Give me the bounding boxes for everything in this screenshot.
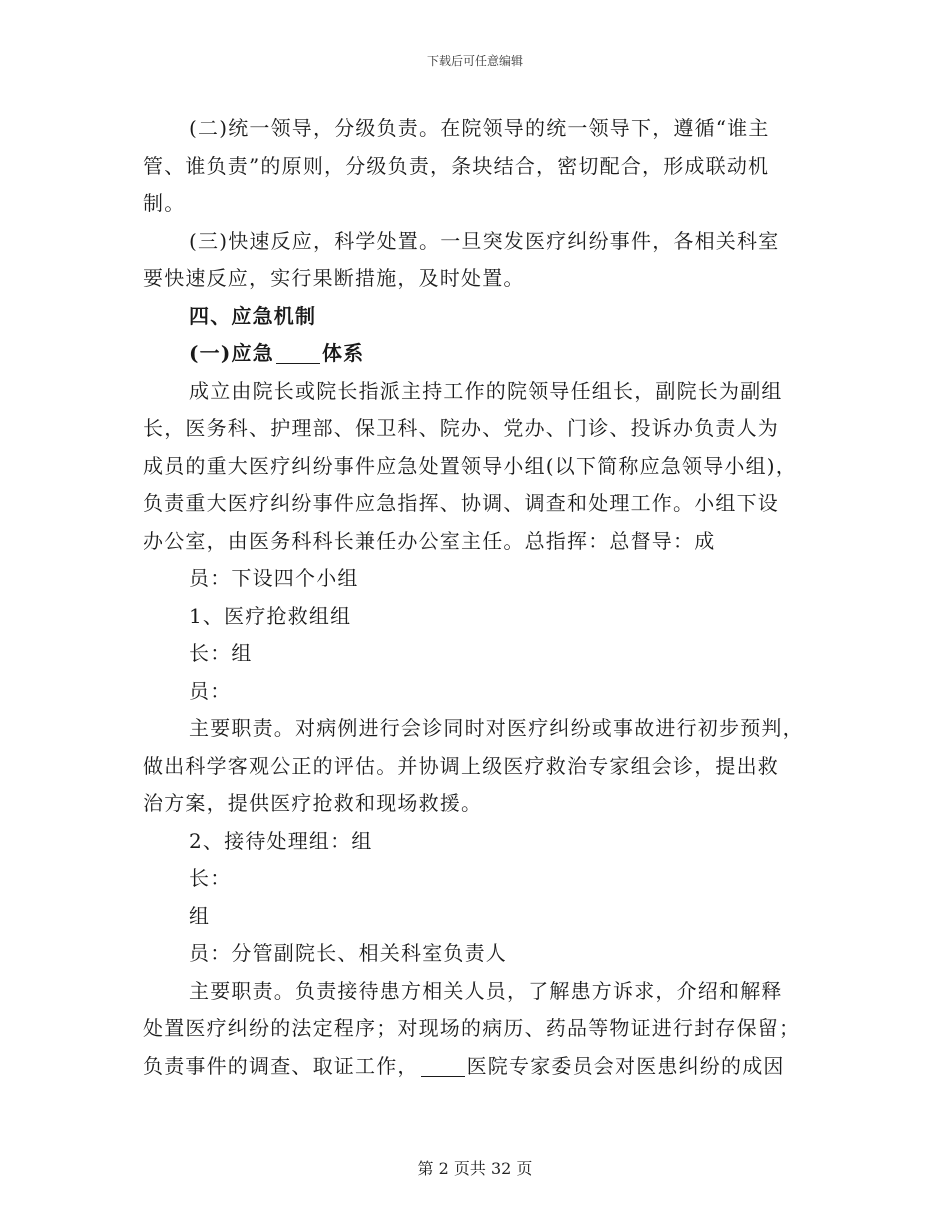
page-footer: 第 2 页共 32 页 bbox=[417, 1159, 533, 1178]
text-line: 做出科学客观公正的评估。并协调上级医疗救治专家组会诊，提出救 bbox=[143, 753, 779, 778]
text-line: 员： bbox=[189, 678, 232, 703]
text-line: (三)快速反应，科学处置。一旦突发医疗纠纷事件，各相关科室 bbox=[189, 228, 780, 253]
text-line: 成员的重大医疗纠纷事件应急处置领导小组(以下简称应急领导小组)， bbox=[143, 453, 798, 478]
text-line: 要快速反应，实行果断措施，及时处置。 bbox=[143, 266, 525, 290]
text-line: 办公室，由医务科科长兼任办公室主任。总指挥：总督导：成 bbox=[143, 528, 716, 553]
page-header: 下载后可任意编辑 bbox=[426, 54, 523, 68]
text-line: 组 bbox=[189, 903, 211, 928]
text-line: 员：下设四个小组 bbox=[189, 566, 359, 590]
text-line: 长：组 bbox=[189, 641, 253, 665]
text-line: 员：分管副院长、相关科室负责人 bbox=[189, 941, 507, 965]
fill-in-blank bbox=[421, 1056, 465, 1077]
text-line: 1、医疗抢救组组 bbox=[189, 603, 352, 628]
subsection-heading bbox=[143, 335, 813, 373]
text-line: 成立由院长或院长指派主持工作的院领导任组长，副院长为副组 bbox=[189, 378, 783, 403]
text-line: (二)统一领导，分级负责。在院领导的统一领导下，遵循“谁主 bbox=[189, 116, 770, 140]
text-line: 治方案，提供医疗抢救和现场救援。 bbox=[143, 791, 483, 815]
text-line: 长： bbox=[189, 866, 232, 890]
heading-text-after: 体系 bbox=[321, 341, 365, 365]
text-line: 长，医务科、护理部、保卫科、院办、党办、门诊、投诉办负责人为 bbox=[143, 416, 779, 440]
text-line: 管、谁负责”的原则，分级负责，条块结合，密切配合，形成联动机 bbox=[143, 153, 770, 178]
fill-in-blank bbox=[276, 343, 320, 364]
heading-text-before: (一)应急 bbox=[189, 341, 274, 365]
document-body bbox=[143, 110, 813, 1085]
text-line bbox=[143, 1048, 813, 1086]
text-before-blank: 负责事件的调查、取证工作， bbox=[143, 1053, 419, 1078]
text-line: 2、接待处理组：组 bbox=[189, 828, 373, 853]
text-line: 制。 bbox=[143, 191, 186, 215]
text-line: 处置医疗纠纷的法定程序；对现场的病历、药品等物证进行封存保留； bbox=[143, 1016, 801, 1040]
text-line: 主要职责。对病例进行会诊同时对医疗纠纷或事故进行初步预判， bbox=[189, 716, 804, 740]
text-after-blank: 医院专家委员会对医患纠纷的成因 bbox=[466, 1053, 785, 1078]
text-line: 主要职责。负责接待患方相关人员，了解患方诉求，介绍和解释 bbox=[189, 978, 783, 1003]
text-line: 负责重大医疗纠纷事件应急指挥、协调、调查和处理工作。小组下设 bbox=[143, 491, 779, 515]
section-heading: 四、应急机制 bbox=[189, 303, 317, 328]
